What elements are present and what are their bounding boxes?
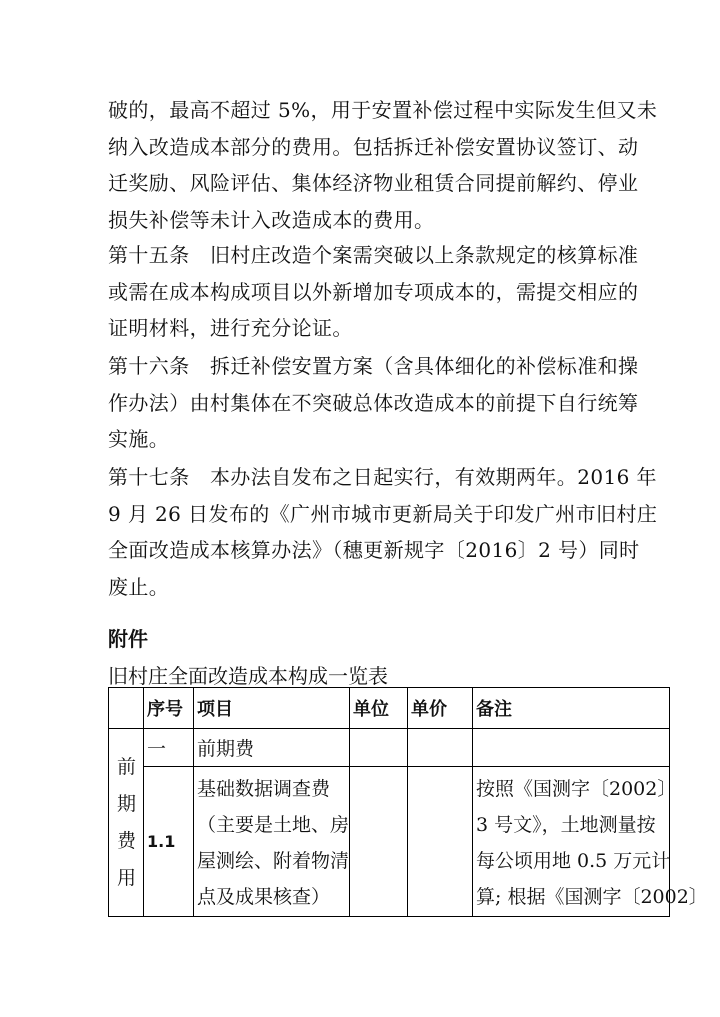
item-line: 基础数据调查费 [197,778,331,800]
row1-item: 前期费 [194,729,350,767]
table-title: 旧村庄全面改造成本构成一览表 [108,664,388,688]
header-seq: 序号 [144,688,194,729]
category-char: 前 [116,755,136,778]
item-line: 屋测绘、附着物清 [197,850,350,872]
row1-note [473,729,670,767]
text-line: 第十五条 旧村庄改造个案需突破以上条款规定的核算标准 [108,243,639,267]
text-line: 损失补偿等未计入改造成本的费用。 [108,207,435,232]
article-16 [108,348,639,458]
table-row [109,767,670,917]
text-line: 废止。 [108,574,170,599]
text-line: 证明材料，进行充分论证。 [108,316,353,340]
paragraph-other-costs [108,92,658,238]
text-line: 第十六条 拆迁补偿安置方案（含具体细化的补偿标准和操 [108,354,639,378]
text-line: 实施。 [108,427,170,451]
note-line: 算; 根据《国测字〔2002〕 [476,886,708,908]
header-blank [109,688,144,729]
header-price: 单价 [408,688,473,729]
article-15 [108,237,639,347]
category-char: 费 [116,829,136,852]
text-line: 9 月 26 日发布的《广州市城市更新局关于印发广州市旧村庄 [108,501,658,526]
row1-unit [350,729,408,767]
table-row [109,729,670,767]
category-char: 用 [116,866,136,889]
row2-note [473,767,708,917]
row2-price [408,767,473,917]
row1-seq: 一 [144,729,194,767]
category-cell [109,729,144,917]
cost-composition-table [108,687,708,917]
text-line: 迁奖励、风险评估、集体经济物业租赁合同提前解约、停业 [108,171,639,195]
header-note: 备注 [473,688,670,729]
header-unit: 单位 [350,688,408,729]
row2-item [194,767,350,917]
text-line: 或需在成本构成项目以外新增加专项成本的，需提交相应的 [108,279,639,304]
text-line: 破的，最高不超过 5%，用于安置补偿过程中实际发生但又未 [108,98,658,122]
note-line: 每公顷用地 0.5 万元计 [476,850,671,872]
header-item: 项目 [194,688,350,729]
table-header-row [109,688,670,729]
row2-unit [350,767,408,917]
article-17 [108,459,658,605]
text-line: 纳入改造成本部分的费用。包括拆迁补偿安置协议签订、动 [108,134,639,159]
row2-seq: 1.1 [144,767,194,917]
category-char: 期 [116,792,136,815]
attachment-label: 附件 [108,627,148,651]
text-line: 第十七条 本办法自发布之日起实行，有效期两年。2016 年 [108,465,657,489]
item-line: （主要是土地、房 [197,814,350,836]
item-line: 点及成果核查） [197,886,331,908]
note-line: 3 号文》，土地测量按 [476,814,656,836]
note-line: 按照《国测字〔2002〕 [476,778,677,800]
text-line: 全面改造成本核算办法》（穗更新规字〔2016〕2 号）同时 [108,538,640,562]
text-line: 作办法）由村集体在不突破总体改造成本的前提下自行统筹 [108,390,639,415]
row1-price [408,729,473,767]
